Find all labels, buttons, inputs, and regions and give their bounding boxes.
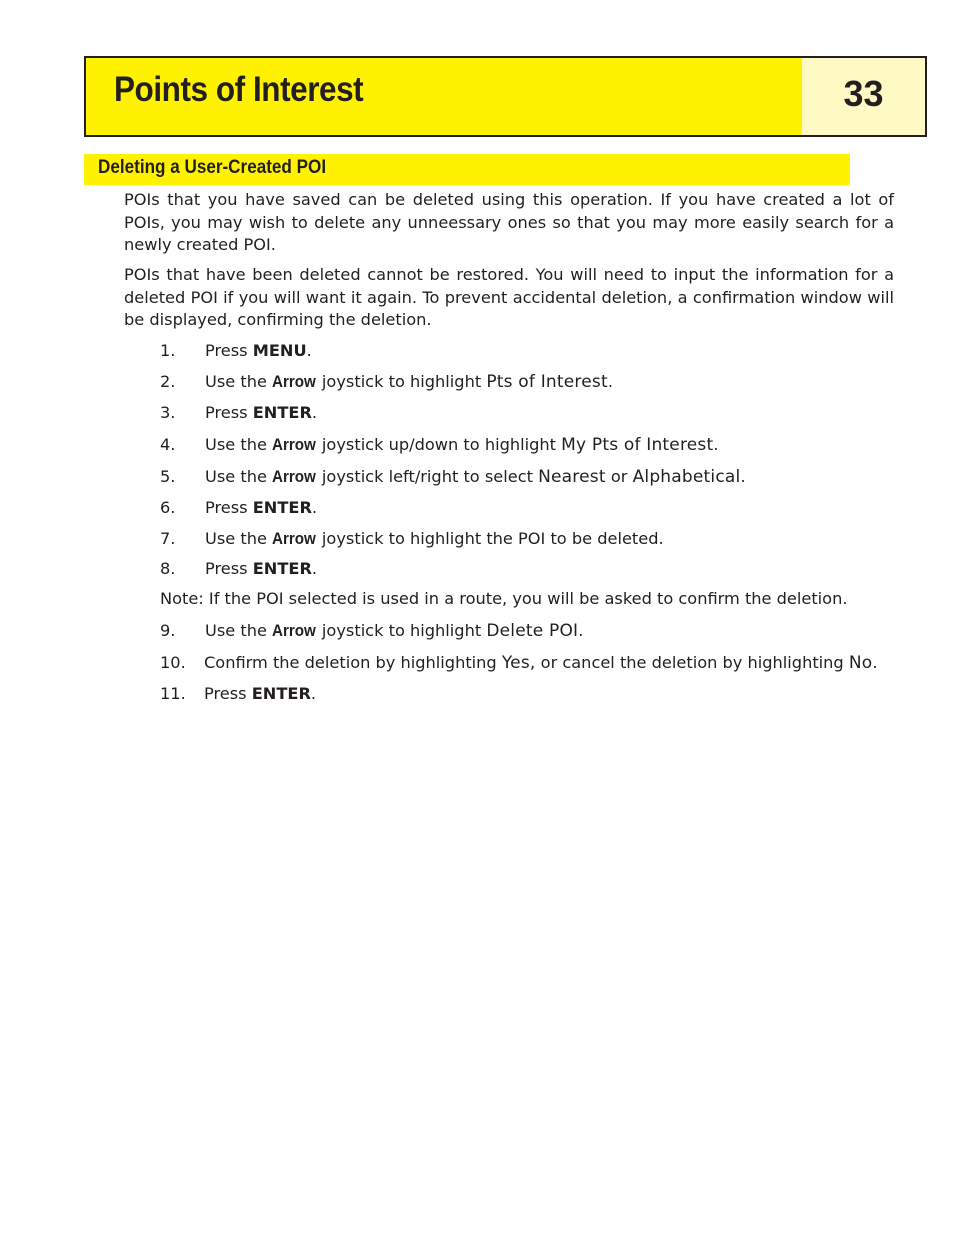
step-number: 2. (160, 372, 176, 391)
screen-item-label: My Pts of Interest (561, 435, 714, 455)
arrow-key-label: Arrow (272, 436, 316, 454)
step-text: Press (204, 684, 252, 703)
step-text: or (605, 467, 633, 486)
step-number: 6. (160, 498, 176, 517)
screen-item-label: Delete POI (486, 621, 579, 641)
screen-item-label: Yes, (501, 653, 536, 673)
step-text: Use the (205, 529, 273, 548)
key-label: ENTER (251, 684, 311, 703)
arrow-key-label: Arrow (272, 622, 316, 640)
chapter-header (84, 56, 927, 137)
key-label: ENTER (252, 498, 312, 517)
step-text: Use the (205, 621, 273, 640)
step-text: Use the (205, 372, 273, 391)
page-number: 33 (843, 73, 884, 114)
step-text: or cancel the deletion by highlighting (535, 653, 849, 672)
step-number: 10. (160, 653, 186, 672)
screen-item-label: Nearest (538, 467, 606, 487)
arrow-key-label: Arrow (272, 530, 316, 548)
step-text: Confirm the deletion by highlighting (204, 653, 502, 672)
step-text: joystick up/down to highlight (316, 435, 562, 454)
step-text: joystick left/right to select (316, 467, 539, 486)
step-number: 8. (160, 559, 176, 578)
step-1 (160, 341, 312, 360)
step-text: Use the (205, 435, 273, 454)
arrow-key-label: Arrow (272, 468, 316, 486)
step-number: 7. (160, 529, 176, 548)
step-text: . (607, 372, 613, 391)
key-label: ENTER (252, 559, 312, 578)
chapter-title: Points of Interest (114, 70, 364, 109)
screen-item-label: No (848, 653, 873, 673)
screen-item-label: Alphabetical (632, 467, 741, 487)
step-number: 3. (160, 403, 176, 422)
step-11 (160, 684, 316, 703)
step-text: Press (205, 403, 253, 422)
step-text: joystick to highlight (316, 372, 487, 391)
step-text: Press (205, 341, 253, 360)
step-text: . (311, 498, 318, 517)
step-10 (160, 653, 878, 673)
screen-item-label: Pts of Interest (486, 372, 608, 392)
step-text: . (310, 684, 317, 703)
step-7 (160, 529, 664, 549)
step-text: Use the (205, 467, 273, 486)
step-text: . (872, 653, 878, 672)
step-text: Press (205, 559, 253, 578)
key-label: ENTER (252, 403, 312, 422)
step-number: 11. (160, 684, 186, 703)
page-number-box (801, 58, 925, 135)
step-4 (160, 435, 719, 455)
step-text: . (713, 435, 719, 454)
section-heading-bar (84, 154, 850, 185)
section-title: Deleting a User-Created POI (98, 157, 327, 178)
step-text: . (311, 559, 318, 578)
step-2 (160, 372, 613, 392)
step-text: . (578, 621, 584, 640)
step-number: 9. (160, 621, 176, 640)
step-text: joystick to highlight (316, 621, 487, 640)
intro-paragraph: POIs that you have saved can be deleted using this operation. If you have created a lot of POIs, you may wish to delete any unneessary ones so that you may more easily search for a newly created POI. (124, 190, 894, 254)
step-text: . (306, 341, 312, 360)
step-text: . (740, 467, 746, 486)
step-9 (160, 621, 583, 641)
step-text: . (311, 403, 318, 422)
step-text: Press (205, 498, 253, 517)
warning-paragraph: POIs that have been deleted cannot be restored. You will need to input the information for a deleted POI if you will want it again. To prevent accidental deletion, a confirmation window will be displayed, confirming the deletion. (124, 265, 894, 329)
note-text: Note: If the POI selected is used in a route, you will be asked to confirm the deletion. (160, 589, 848, 608)
arrow-key-label: Arrow (272, 373, 316, 391)
step-6 (160, 498, 317, 517)
step-number: 1. (160, 341, 176, 360)
step-5 (160, 467, 746, 487)
key-label: MENU (252, 341, 307, 360)
step-3 (160, 403, 317, 422)
step-number: 5. (160, 467, 176, 486)
step-number: 4. (160, 435, 176, 454)
step-8 (160, 559, 317, 578)
step-text: joystick to highlight the POI to be deleted. (316, 529, 664, 548)
